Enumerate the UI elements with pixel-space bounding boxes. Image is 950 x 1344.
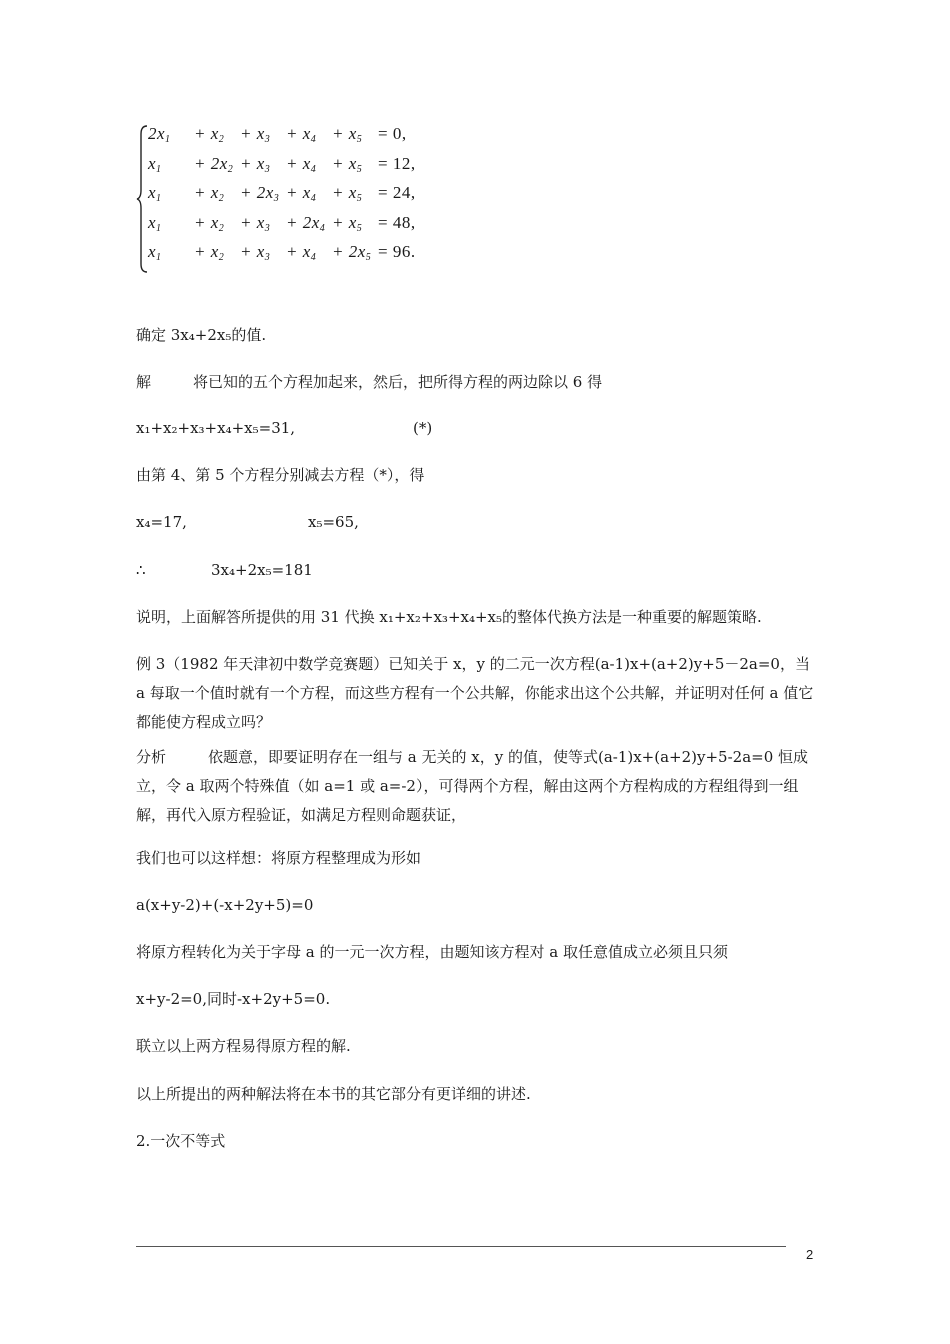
equation-term: + $x_3$: [240, 242, 271, 263]
equation-term: + $x_5$: [332, 124, 363, 145]
equation-term: + $x_3$: [240, 153, 271, 175]
x4-value: x₄=17,: [136, 513, 187, 531]
determine-line: 确定 3x₄+2x₅的值.: [136, 326, 267, 344]
equation-term: + $x_4$: [286, 153, 317, 175]
footer-rule: [136, 1246, 786, 1247]
equation-term: + $x_2$: [194, 124, 225, 145]
sum-equation: x₁+x₂+x₃+x₄+x₅=31,: [136, 419, 296, 437]
equation-row: [148, 183, 416, 209]
equation-tag: (*): [413, 419, 433, 437]
equation-term: $x_1$: [148, 242, 162, 263]
analysis-label: 分析: [136, 748, 167, 766]
equation-term: + $x_5$: [332, 212, 363, 234]
equation-rhs: = 12,: [378, 153, 416, 173]
values-line: [136, 508, 359, 537]
equation-term: + $x_2$: [194, 183, 225, 204]
equation-term: + $x_2$: [194, 242, 225, 263]
equation-term: + $x_2$: [194, 212, 225, 234]
therefore-symbol: ∴: [136, 561, 146, 579]
equation-rhs: = 96.: [378, 242, 416, 261]
equation-term: $2x_1$: [148, 124, 171, 145]
equation-row: [148, 153, 416, 180]
example-3-paragraph: 例 3（1982 年天津初中数学竞赛题）已知关于 x，y 的二元一次方程(a-1)x+(a+2)y+5－2a=0，当 a 每取一个值时就有一个方程，而这些方程有一个公共解，你能求出这个公共解，并证明对任何 a 值它都能使方程成立吗？: [136, 655, 814, 731]
equation-system: [136, 124, 416, 274]
solution-line: [136, 368, 602, 397]
equation-rhs: = 24,: [378, 183, 416, 202]
equation-term: + $2x_5$: [332, 242, 372, 263]
solution-label: 解: [136, 373, 152, 391]
equation-term: + $x_3$: [240, 212, 271, 234]
equation-term: + $x_4$: [286, 124, 317, 145]
equation-term: $x_1$: [148, 212, 162, 234]
equation-rhs: = 0,: [378, 124, 407, 143]
conditions-line: x+y-2=0,同时-x+2y+5=0.: [136, 990, 331, 1008]
form-equation: a(x+y-2)+(-x+2y+5)=0: [136, 896, 314, 914]
equation-row: [148, 212, 416, 239]
equation-row: [148, 124, 407, 150]
equation-term: + $x_4$: [286, 242, 317, 263]
result: 3x₄+2x₅=181: [211, 561, 313, 579]
note-paragraph: 说明，上面解答所提供的用 31 代换 x₁+x₂+x₃+x₄+x₅的整体代换方法是一种重要的解题策略.: [136, 608, 762, 626]
equation-rhs: = 48,: [378, 212, 416, 232]
analysis-text: 依题意，即要证明存在一组与 a 无关的 x，y 的值，使等式(a-1)x+(a+2)y+5-2a=0 恒成立，令 a 取两个特殊值（如 a=1 或 a=-2），可得两个方程，解由这两个方程构成的方程组得到一组解，再代入原方程验证，如满足方程则命题获证，: [136, 748, 809, 824]
equation-term: + $x_4$: [286, 183, 317, 204]
left-brace: [136, 124, 148, 274]
equation-term: + $2x_3$: [240, 183, 280, 204]
later-line: 以上所提出的两种解法将在本书的其它部分有更详细的讲述.: [136, 1085, 531, 1103]
equation-row: [148, 242, 416, 268]
equation-term: + $2x_2$: [194, 153, 234, 175]
sum-equation-line: [136, 414, 433, 443]
subtract-line: 由第 4、第 5 个方程分别减去方程（*），得: [136, 466, 425, 484]
solution-text: 将已知的五个方程加起来，然后，把所得方程的两边除以 6 得: [193, 373, 603, 391]
x5-value: x₅=65,: [308, 513, 359, 531]
therefore-line: [136, 556, 313, 585]
equation-term: + $x_5$: [332, 183, 363, 204]
equation-term: + $2x_4$: [286, 212, 326, 234]
think-line: 我们也可以这样想：将原方程整理成为形如: [136, 849, 422, 867]
convert-line: 将原方程转化为关于字母 a 的一元一次方程，由题知该方程对 a 取任意值成立必须且只须: [136, 943, 728, 961]
equation-term: + $x_5$: [332, 153, 363, 175]
page-number: 2: [806, 1247, 814, 1262]
equation-term: $x_1$: [148, 153, 162, 175]
section-heading: 2.一次不等式: [136, 1132, 226, 1150]
analysis-paragraph: [136, 743, 816, 830]
equation-term: + $x_3$: [240, 124, 271, 145]
combine-line: 联立以上两方程易得原方程的解.: [136, 1037, 351, 1055]
equation-term: $x_1$: [148, 183, 162, 204]
